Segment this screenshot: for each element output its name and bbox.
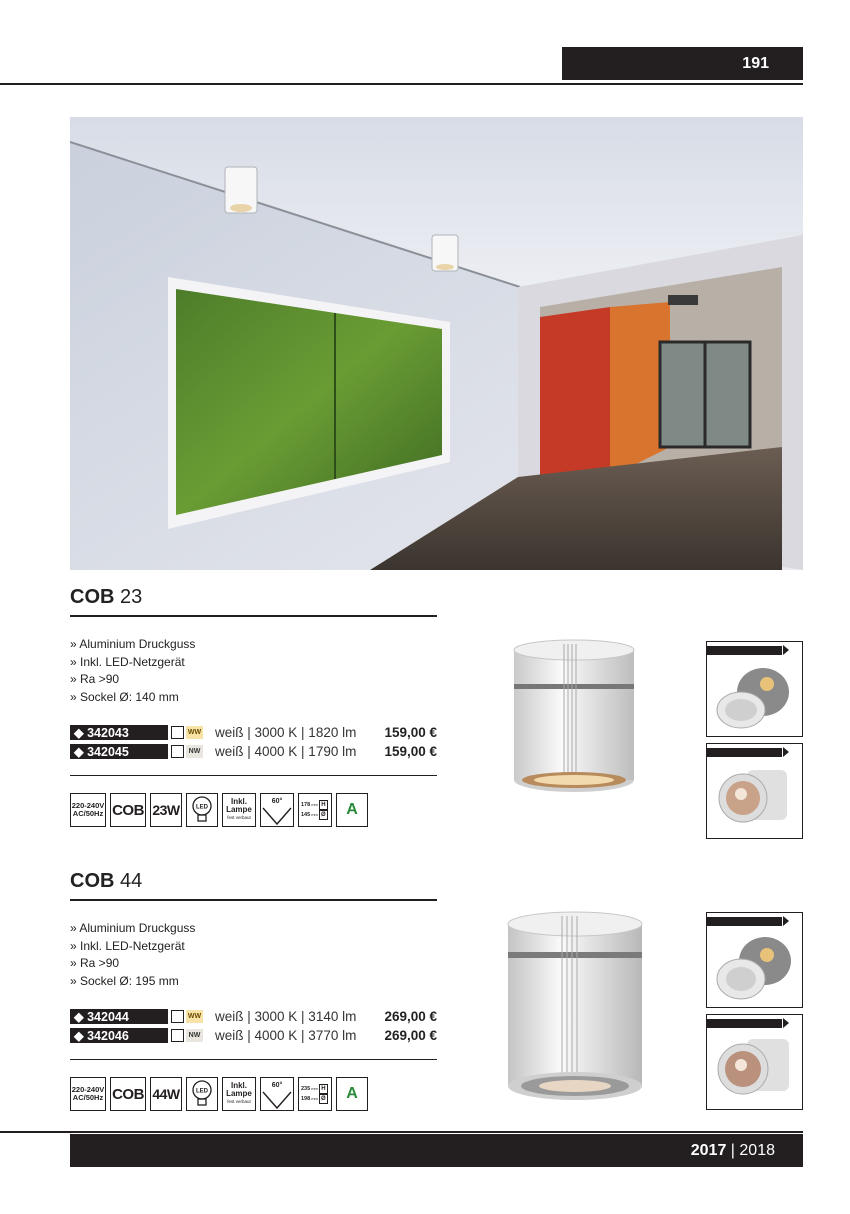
- order-checkbox[interactable]: [171, 1010, 184, 1023]
- order-checkbox[interactable]: [171, 745, 184, 758]
- interior-scene-illustration: [70, 117, 803, 570]
- variant-spec: weiß | 3000 K | 1820 lm: [215, 725, 357, 740]
- feature-list-1: [70, 636, 195, 706]
- svg-text:LED: LED: [196, 1088, 208, 1095]
- detail-thumbnail: [706, 743, 803, 839]
- sku-label: ◆ 342046: [70, 1028, 168, 1043]
- feature-item: » Inkl. LED-Netzgerät: [70, 654, 185, 669]
- variant-row: [70, 742, 437, 761]
- detail-thumbnail: [706, 641, 803, 737]
- feature-item: » Aluminium Druckguss: [70, 921, 196, 935]
- variant-row: [70, 1007, 437, 1026]
- footer-rule: [0, 1131, 803, 1133]
- cob-icon: COB: [110, 793, 146, 827]
- cct-badge-ww: WW: [186, 726, 203, 739]
- cct-badge-nw: NW: [186, 745, 203, 758]
- catalog-year-next: 2018: [739, 1141, 775, 1159]
- beam-angle-icon: [260, 1077, 294, 1111]
- hero-photo: [70, 117, 803, 570]
- product-photo-2: [500, 908, 650, 1108]
- product-title-rule-2: [70, 899, 437, 901]
- year-separator: |: [730, 1141, 735, 1159]
- product-title-1: COB 23: [70, 586, 143, 608]
- cct-badge-ww: WW: [186, 1010, 203, 1023]
- variant-price: 269,00 €: [384, 1009, 437, 1024]
- page-number-badge: [562, 47, 803, 80]
- variant-row: [70, 723, 437, 742]
- product-photo-1: [506, 636, 642, 796]
- beam-angle-icon: [260, 793, 294, 827]
- svg-text:60°: 60°: [271, 798, 283, 805]
- feature-list-2: [70, 920, 195, 990]
- led-bulb-icon: [186, 793, 218, 827]
- sku-label: ◆ 342045: [70, 744, 168, 759]
- detail-thumbnail: [706, 912, 803, 1008]
- svg-text:60°: 60°: [271, 1082, 283, 1089]
- wattage-icon: 44W: [150, 1077, 182, 1111]
- cct-badge-nw: NW: [186, 1029, 203, 1042]
- order-checkbox[interactable]: [171, 726, 184, 739]
- variant-price: 159,00 €: [384, 744, 437, 759]
- dimensions-icon: 235 mm H 198 mm Ø: [298, 1077, 332, 1111]
- feature-item: » Ra >90: [70, 672, 120, 686]
- wattage-icon: 23W: [150, 793, 182, 827]
- sku-label: ◆ 342043: [70, 725, 168, 740]
- variant-price: 159,00 €: [384, 725, 437, 740]
- variant-row: [70, 1026, 437, 1045]
- footer-bar: [70, 1134, 803, 1167]
- product-title-rule-1: [70, 615, 437, 617]
- spec-icons-2: [70, 1077, 368, 1113]
- variant-spec: weiß | 4000 K | 1790 lm: [215, 744, 357, 759]
- feature-item: » Ra >90: [70, 956, 120, 970]
- page-number: 191: [742, 54, 769, 72]
- feature-item: » Sockel Ø: 140 mm: [70, 689, 179, 704]
- cob-icon: COB: [110, 1077, 146, 1111]
- header-rule: [0, 83, 803, 85]
- variant-spec: weiß | 4000 K | 3770 lm: [215, 1028, 357, 1043]
- svg-text:LED: LED: [196, 804, 208, 811]
- voltage-icon: 220-240V AC/50Hz: [70, 793, 106, 827]
- feature-item: » Sockel Ø: 195 mm: [70, 973, 179, 988]
- catalog-year-current: 2017: [690, 1141, 727, 1159]
- voltage-icon: 220-240V AC/50Hz: [70, 1077, 106, 1111]
- spec-icons-1: [70, 793, 368, 829]
- detail-thumbnail: [706, 1014, 803, 1110]
- variant-rule-2: [70, 1059, 437, 1060]
- feature-item: » Inkl. LED-Netzgerät: [70, 938, 185, 953]
- order-checkbox[interactable]: [171, 1029, 184, 1042]
- sku-label: ◆ 342044: [70, 1009, 168, 1024]
- product-title-2: COB 44: [70, 870, 143, 892]
- variant-price: 269,00 €: [384, 1028, 437, 1043]
- energy-class-icon: A: [336, 1077, 368, 1111]
- lamp-included-icon: Inkl. Lampe fest verbaut: [222, 793, 256, 827]
- variant-spec: weiß | 3000 K | 3140 lm: [215, 1009, 357, 1024]
- lamp-included-icon: Inkl. Lampe fest verbaut: [222, 1077, 256, 1111]
- energy-class-icon: A: [336, 793, 368, 827]
- dimensions-icon: 178 mm H 145 mm Ø: [298, 793, 332, 827]
- feature-item: » Aluminium Druckguss: [70, 637, 196, 651]
- led-bulb-icon: [186, 1077, 218, 1111]
- variant-rule-1: [70, 775, 437, 776]
